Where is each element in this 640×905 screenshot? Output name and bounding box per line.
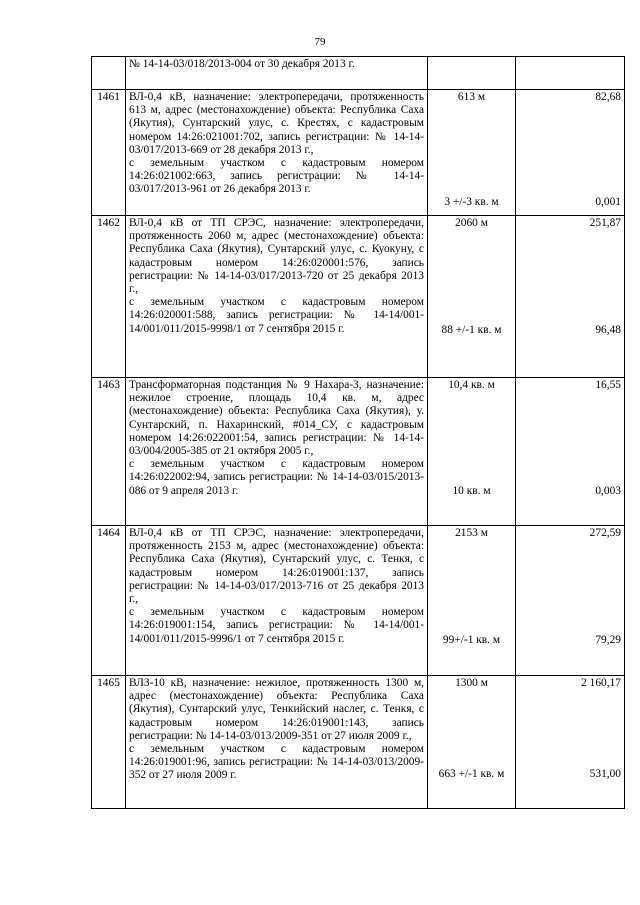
object-description: ВЛ-0,4 кВ от ТП СРЭС, назначение: электропередачи, протяженность 2153 м, адрес (местонахождение) объекта: Республика Саха (Якутия), Сунтарский улус, с. Тенкя, с кадастровым номером 14:26:019001:137, запись регистрации: № 14-14-03/017/2013-716 от 25 декабря 2013 г., [129,527,424,606]
land-value: 0,003 [595,485,621,497]
table-row [92,378,625,526]
value-cell [516,526,625,676]
object-description: Трансформаторная подстанция № 9 Нахара-3, назначение: нежилое строение, площадь 10,4 кв. м, адрес (местонахождение) объекта: Республика Саха (Якутия), у. Сунтарский, п. Нахаринский, #014_СУ, с кадастровым номером 14:26:022001:54, запись регистрации: № 14-14-03/004/2005-385 от 21 октября 2005 г., [129,379,424,458]
value-cell [516,676,625,809]
property-registry-table [91,56,625,809]
object-value: 272,59 [589,527,621,539]
row-number: 1461 [92,90,126,216]
land-plot-description: с земельным участком с кадастровым номером 14:26:020001:588, запись регистрации: № 14-14/001-14/001/011/2015-9998/1 от 7 сентября 2015 г. [129,296,424,335]
page-number: 79 [314,36,326,48]
area-cell [428,216,516,378]
table-row [92,90,625,216]
land-plot-description: с земельным участком с кадастровым номером 14:26:019001:154, запись регистрации: № 14-14/001-14/001/011/2015-9996/1 от 7 сентября 2015 г. [129,606,424,645]
object-extent: 10,4 кв. м [448,379,495,391]
object-description: ВЛ-0,4 кВ, назначение: электропередачи, протяженность 613 м, адрес (местонахождение) объекта: Республика Саха (Якутия), Сунтарский улус, с. Крестях, с кадастровым номером 14:26:021001:702, запись регистрации: № 14-14-03/017/2013-669 от 28 декабря 2013 г., [129,91,424,156]
area-cell [428,90,516,216]
object-description-cell [126,676,428,809]
object-value: 16,55 [595,379,621,391]
row-number: 1464 [92,526,126,676]
object-description: ВЛЗ-10 кВ, назначение: нежилое, протяженность 1300 м, адрес (местонахождение) объекта: Республика Саха (Якутия), Сунтарский улус, Тенкийский наслег, с. Тенкя, с кадастровым номером 14:26:019001:143, запись регистрации: № 14-14-03/013/2009-351 от 27 июля 2009 г., [129,677,424,742]
object-description-cell [126,216,428,378]
continuation-text: № 14-14-03/018/2013-004 от 30 декабря 2013 г. [129,58,355,70]
land-area: 88 +/-1 кв. м [441,324,502,336]
land-area: 3 +/-3 кв. м [444,196,499,208]
object-value: 82,68 [595,91,621,103]
land-plot-description: с земельным участком с кадастровым номером 14:26:021002:663, запись регистрации: № 14-14-03/017/2013-961 от 26 декабря 2013 г. [129,157,424,196]
object-extent: 2060 м [455,217,488,229]
land-value: 0,001 [595,196,621,208]
area-cell [428,57,516,90]
table-row [92,676,625,809]
land-value: 531,00 [589,768,621,780]
object-description-cell [126,526,428,676]
row-number: 1463 [92,378,126,526]
table-row-continuation [92,57,625,90]
value-cell [516,57,625,90]
object-extent: 613 м [457,91,486,103]
object-extent: 2153 м [455,527,488,539]
land-plot-description: с земельным участком с кадастровым номером 14:26:019001:96, запись регистрации: № 14-14-03/013/2009-352 от 27 июля 2009 г. [129,743,424,782]
area-cell [428,526,516,676]
land-value: 96,48 [595,324,621,336]
object-description-cell [126,90,428,216]
value-cell [516,216,625,378]
land-area: 10 кв. м [452,485,491,497]
land-value: 79,29 [595,634,621,646]
value-cell [516,90,625,216]
row-number-cell [92,57,126,90]
object-description-cell [126,57,428,90]
row-number: 1465 [92,676,126,809]
object-value: 2 160,17 [581,677,621,689]
object-value: 251,87 [589,217,621,229]
value-cell [516,378,625,526]
area-cell [428,676,516,809]
area-cell [428,378,516,526]
land-plot-description: с земельным участком с кадастровым номером 14:26:022002:94, запись регистрации: № 14-14-03/015/2013-086 от 9 апреля 2013 г. [129,458,424,497]
table-row [92,526,625,676]
land-area: 663 +/-1 кв. м [438,768,505,780]
land-area: 99+/-1 кв. м [442,634,501,646]
table-row [92,216,625,378]
object-description-cell [126,378,428,526]
row-number: 1462 [92,216,126,378]
object-description: ВЛ-0,4 кВ от ТП СРЭС, назначение: электропередачи, протяженность 2060 м, адрес (местонахождение) объекта: Республика Саха (Якутия), Сунтарский улус, с. Куокуну, с кадастровым номером 14:26:020001:576, запись регистрации: № 14-14-03/017/2013-720 от 25 декабря 2013 г., [129,217,424,296]
object-extent: 1300 м [455,677,488,689]
